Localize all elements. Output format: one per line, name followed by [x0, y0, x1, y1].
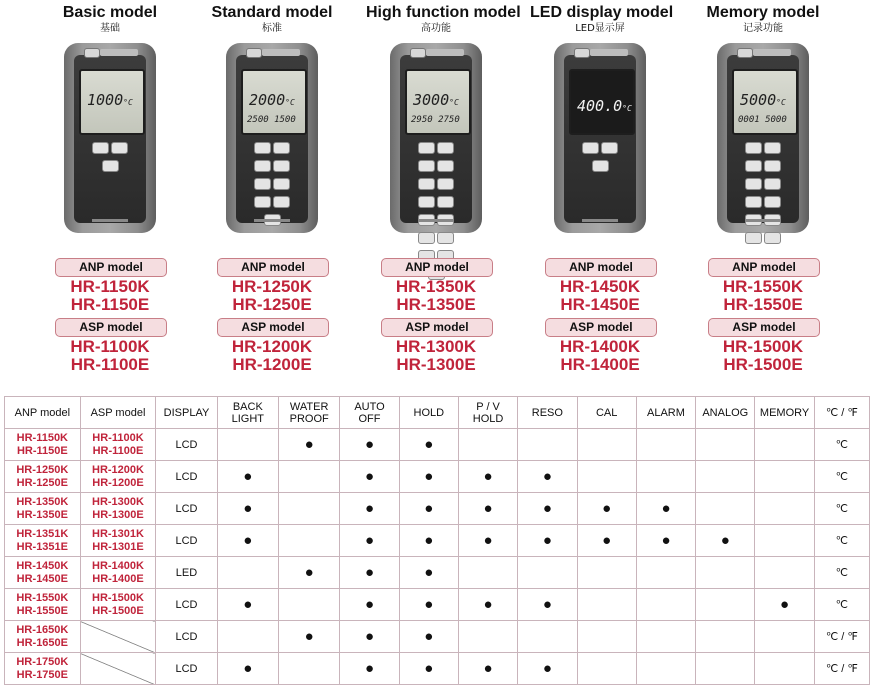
- table-header-row: [5, 397, 870, 429]
- feature-cell-empty: [636, 589, 695, 621]
- column-header: P / V HOLD: [458, 397, 517, 429]
- column-header: AUTO OFF: [340, 397, 399, 429]
- asp-model-cell: HR-1400K HR-1400E: [80, 557, 156, 589]
- table-row: [5, 557, 870, 589]
- display-reading: 1000°C: [87, 91, 133, 109]
- device-key: [273, 160, 290, 172]
- asp-model-code-k: HR-1500K: [722, 337, 804, 356]
- model-subtitle: 标准: [262, 23, 282, 34]
- feature-dot: ●: [518, 589, 577, 621]
- table-body: [5, 429, 870, 685]
- feature-dot: ●: [340, 429, 399, 461]
- column-header: CAL: [577, 397, 636, 429]
- device-key: [273, 142, 290, 154]
- model-column: [40, 0, 180, 374]
- feature-dot: ●: [518, 461, 577, 493]
- feature-cell-empty: [696, 621, 755, 653]
- anp-model-code-e: HR-1350E: [396, 295, 476, 314]
- table-row: [5, 653, 870, 685]
- feature-table: [4, 396, 870, 685]
- feature-cell-empty: [696, 589, 755, 621]
- feature-dot: ●: [518, 525, 577, 557]
- feature-dot: ●: [279, 621, 340, 653]
- model-subtitle: 记录功能: [743, 23, 783, 34]
- feature-dot: ●: [458, 589, 517, 621]
- display-screen: [732, 69, 798, 135]
- thermometer-image: [717, 43, 809, 233]
- device-key: [418, 196, 435, 208]
- feature-cell-empty: [755, 429, 814, 461]
- asp-model-code-k: HR-1400K: [559, 337, 641, 356]
- asp-model-code-k: HR-1200K: [231, 337, 313, 356]
- feature-cell-empty: [636, 653, 695, 685]
- feature-cell-empty: [577, 557, 636, 589]
- asp-model-code-e: HR-1300E: [396, 355, 476, 374]
- anp-model-cell: HR-1550K HR-1550E: [5, 589, 81, 621]
- thermometer-image: [226, 43, 318, 233]
- feature-cell-empty: [279, 653, 340, 685]
- anp-model-cell: HR-1650K HR-1650E: [5, 621, 81, 653]
- feature-dot: ●: [340, 525, 399, 557]
- asp-model-cell-empty: [80, 653, 156, 685]
- asp-model-badge: ASP model: [381, 318, 493, 337]
- feature-cell-empty: [696, 557, 755, 589]
- anp-model-code-k: HR-1550K: [722, 277, 804, 296]
- feature-cell-empty: [279, 493, 340, 525]
- keypad: [84, 141, 136, 177]
- device-key: [111, 142, 128, 154]
- anp-model-cell: HR-1150K HR-1150E: [5, 429, 81, 461]
- anp-model-cell: HR-1750K HR-1750E: [5, 653, 81, 685]
- feature-dot: ●: [399, 461, 458, 493]
- display-subreading: 2950 2750: [411, 115, 460, 125]
- display-cell: LCD: [156, 493, 217, 525]
- display-cell: LCD: [156, 653, 217, 685]
- keypad: [246, 141, 298, 231]
- device-key: [745, 178, 762, 190]
- device-key: [764, 232, 781, 244]
- table-row: [5, 461, 870, 493]
- feature-dot: ●: [279, 557, 340, 589]
- device-key: [92, 142, 109, 154]
- feature-cell-empty: [577, 653, 636, 685]
- thermometer-image: [64, 43, 156, 233]
- device-key: [254, 160, 271, 172]
- feature-dot: ●: [696, 525, 755, 557]
- feature-cell-empty: [696, 461, 755, 493]
- anp-model-badge: ANP model: [545, 258, 657, 277]
- device-key: [745, 196, 762, 208]
- display-screen: [569, 69, 635, 135]
- feature-dot: ●: [217, 461, 278, 493]
- feature-cell-empty: [636, 621, 695, 653]
- feature-dot: ●: [217, 525, 278, 557]
- asp-model-cell: HR-1100K HR-1100E: [80, 429, 156, 461]
- device-key: [745, 142, 762, 154]
- unit-cell: ℃: [814, 525, 869, 557]
- device-key: [582, 142, 599, 154]
- feature-dot: ●: [458, 493, 517, 525]
- column-header: DISPLAY: [156, 397, 217, 429]
- feature-cell-empty: [217, 557, 278, 589]
- feature-cell-empty: [577, 429, 636, 461]
- display-reading: 3000°C: [413, 91, 459, 109]
- feature-dot: ●: [458, 653, 517, 685]
- feature-dot: ●: [755, 589, 814, 621]
- device-key: [418, 232, 435, 244]
- column-header: ℃ / ℉: [814, 397, 869, 429]
- anp-model-code-e: HR-1150E: [70, 295, 150, 314]
- model-subtitle: 基础: [100, 23, 120, 34]
- device-key: [437, 178, 454, 190]
- model-subtitle: 高功能: [421, 23, 451, 34]
- column-header: RESO: [518, 397, 577, 429]
- feature-cell-empty: [217, 429, 278, 461]
- device-key: [418, 142, 435, 154]
- anp-model-cell: HR-1351K HR-1351E: [5, 525, 81, 557]
- unit-cell: ℃: [814, 589, 869, 621]
- column-header: HOLD: [399, 397, 458, 429]
- column-header: ANALOG: [696, 397, 755, 429]
- anp-model-cell: HR-1250K HR-1250E: [5, 461, 81, 493]
- feature-dot: ●: [458, 461, 517, 493]
- feature-cell-empty: [696, 493, 755, 525]
- display-cell: LCD: [156, 461, 217, 493]
- feature-dot: ●: [340, 461, 399, 493]
- feature-cell-empty: [755, 525, 814, 557]
- display-reading: 400.0°C: [577, 97, 632, 115]
- unit-cell: ℃ / ℉: [814, 621, 869, 653]
- model-title: Basic model: [62, 4, 158, 21]
- feature-dot: ●: [458, 525, 517, 557]
- feature-dot: ●: [340, 589, 399, 621]
- anp-model-code-k: HR-1250K: [231, 277, 313, 296]
- device-key: [764, 178, 781, 190]
- feature-cell-empty: [279, 461, 340, 493]
- asp-model-badge: ASP model: [55, 318, 167, 337]
- feature-dot: ●: [399, 589, 458, 621]
- model-column: [693, 0, 833, 374]
- anp-model-badge: ANP model: [381, 258, 493, 277]
- feature-cell-empty: [279, 589, 340, 621]
- model-column: [202, 0, 342, 374]
- feature-cell-empty: [755, 493, 814, 525]
- model-subtitle: LED显示屏: [575, 23, 625, 34]
- device-key: [745, 232, 762, 244]
- display-cell: LED: [156, 557, 217, 589]
- unit-cell: ℃ / ℉: [814, 653, 869, 685]
- keypad: [574, 141, 626, 177]
- anp-model-cell: HR-1450K HR-1450E: [5, 557, 81, 589]
- feature-cell-empty: [636, 429, 695, 461]
- asp-model-badge: ASP model: [217, 318, 329, 337]
- feature-cell-empty: [279, 525, 340, 557]
- feature-cell-empty: [755, 557, 814, 589]
- display-cell: LCD: [156, 589, 217, 621]
- anp-model-badge: ANP model: [708, 258, 820, 277]
- device-key: [437, 160, 454, 172]
- display-subreading: 0001 5000: [738, 115, 787, 125]
- feature-dot: ●: [399, 429, 458, 461]
- unit-cell: ℃: [814, 493, 869, 525]
- device-key: [254, 196, 271, 208]
- device-key: [254, 178, 271, 190]
- anp-model-code-e: HR-1550E: [723, 295, 803, 314]
- keypad: [737, 141, 789, 249]
- device-key: [764, 142, 781, 154]
- feature-dot: ●: [340, 621, 399, 653]
- asp-model-code-e: HR-1100E: [70, 355, 150, 374]
- probe-connector-icon: [737, 48, 753, 58]
- anp-model-code-e: HR-1250E: [232, 295, 312, 314]
- feature-cell-empty: [518, 557, 577, 589]
- table-row: [5, 525, 870, 557]
- anp-model-code-k: HR-1350K: [395, 277, 477, 296]
- feature-dot: ●: [217, 493, 278, 525]
- device-key: [437, 232, 454, 244]
- asp-model-cell: HR-1300K HR-1300E: [80, 493, 156, 525]
- feature-dot: ●: [577, 493, 636, 525]
- model-title: LED display model: [530, 4, 674, 21]
- device-key: [764, 160, 781, 172]
- feature-cell-empty: [458, 429, 517, 461]
- feature-dot: ●: [399, 653, 458, 685]
- column-header: WATER PROOF: [279, 397, 340, 429]
- feature-cell-empty: [458, 557, 517, 589]
- column-header: MEMORY: [755, 397, 814, 429]
- feature-cell-empty: [577, 461, 636, 493]
- asp-model-badge: ASP model: [545, 318, 657, 337]
- feature-cell-empty: [577, 589, 636, 621]
- asp-model-badge: ASP model: [708, 318, 820, 337]
- asp-model-cell: HR-1301K HR-1301E: [80, 525, 156, 557]
- model-column: [366, 0, 521, 374]
- feature-cell-empty: [696, 653, 755, 685]
- probe-connector-icon: [84, 48, 100, 58]
- model-title: Standard model: [211, 4, 333, 21]
- table-row: [5, 493, 870, 525]
- display-screen: [241, 69, 307, 135]
- probe-connector-icon: [574, 48, 590, 58]
- display-subreading: 2500 1500: [247, 115, 296, 125]
- column-header: BACK LIGHT: [217, 397, 278, 429]
- feature-cell-empty: [518, 429, 577, 461]
- feature-dot: ●: [217, 653, 278, 685]
- device-key: [273, 196, 290, 208]
- device-key: [273, 178, 290, 190]
- anp-model-code-k: HR-1450K: [559, 277, 641, 296]
- feature-cell-empty: [577, 621, 636, 653]
- feature-cell-empty: [755, 461, 814, 493]
- feature-cell-empty: [217, 621, 278, 653]
- feature-dot: ●: [340, 493, 399, 525]
- model-title: Memory model: [706, 4, 820, 21]
- feature-dot: ●: [636, 525, 695, 557]
- asp-model-cell-empty: [80, 621, 156, 653]
- feature-cell-empty: [636, 557, 695, 589]
- asp-model-code-e: HR-1400E: [560, 355, 640, 374]
- feature-cell-empty: [458, 621, 517, 653]
- asp-model-cell: HR-1500K HR-1500E: [80, 589, 156, 621]
- table-row: [5, 589, 870, 621]
- feature-dot: ●: [340, 653, 399, 685]
- unit-cell: ℃: [814, 429, 869, 461]
- unit-cell: ℃: [814, 461, 869, 493]
- device-key: [418, 178, 435, 190]
- feature-cell-empty: [636, 461, 695, 493]
- feature-cell-empty: [518, 621, 577, 653]
- probe-connector-icon: [410, 48, 426, 58]
- display-cell: LCD: [156, 429, 217, 461]
- device-key: [437, 196, 454, 208]
- anp-model-cell: HR-1350K HR-1350E: [5, 493, 81, 525]
- feature-dot: ●: [340, 557, 399, 589]
- device-key: [254, 142, 271, 154]
- feature-dot: ●: [217, 589, 278, 621]
- display-screen: [405, 69, 471, 135]
- table-row: [5, 429, 870, 461]
- table-row: [5, 621, 870, 653]
- display-reading: 2000°C: [249, 91, 295, 109]
- device-key: [601, 142, 618, 154]
- asp-model-code-e: HR-1500E: [723, 355, 803, 374]
- column-header: ANP model: [5, 397, 81, 429]
- feature-dot: ●: [577, 525, 636, 557]
- asp-model-code-k: HR-1100K: [70, 337, 150, 356]
- feature-dot: ●: [518, 653, 577, 685]
- display-reading: 5000°C: [740, 91, 786, 109]
- model-column: [530, 0, 674, 374]
- feature-dot: ●: [636, 493, 695, 525]
- anp-model-badge: ANP model: [217, 258, 329, 277]
- asp-model-code-k: HR-1300K: [395, 337, 477, 356]
- device-key: [437, 142, 454, 154]
- model-title: High function model: [366, 4, 521, 21]
- feature-dot: ●: [518, 493, 577, 525]
- device-key: [592, 160, 609, 172]
- anp-model-badge: ANP model: [55, 258, 167, 277]
- anp-model-code-k: HR-1150K: [70, 277, 150, 296]
- display-cell: LCD: [156, 525, 217, 557]
- column-header: ALARM: [636, 397, 695, 429]
- feature-cell-empty: [696, 429, 755, 461]
- feature-cell-empty: [755, 621, 814, 653]
- asp-model-cell: HR-1200K HR-1200E: [80, 461, 156, 493]
- feature-dot: ●: [399, 621, 458, 653]
- feature-dot: ●: [279, 429, 340, 461]
- thermometer-image: [554, 43, 646, 233]
- asp-model-code-e: HR-1200E: [232, 355, 312, 374]
- feature-dot: ●: [399, 493, 458, 525]
- unit-cell: ℃: [814, 557, 869, 589]
- feature-dot: ●: [399, 525, 458, 557]
- display-cell: LCD: [156, 621, 217, 653]
- probe-connector-icon: [246, 48, 262, 58]
- device-key: [764, 196, 781, 208]
- device-key: [418, 160, 435, 172]
- feature-dot: ●: [399, 557, 458, 589]
- feature-cell-empty: [755, 653, 814, 685]
- device-key: [745, 160, 762, 172]
- anp-model-code-e: HR-1450E: [560, 295, 640, 314]
- thermometer-image: [390, 43, 482, 233]
- device-key: [102, 160, 119, 172]
- display-screen: [79, 69, 145, 135]
- column-header: ASP model: [80, 397, 156, 429]
